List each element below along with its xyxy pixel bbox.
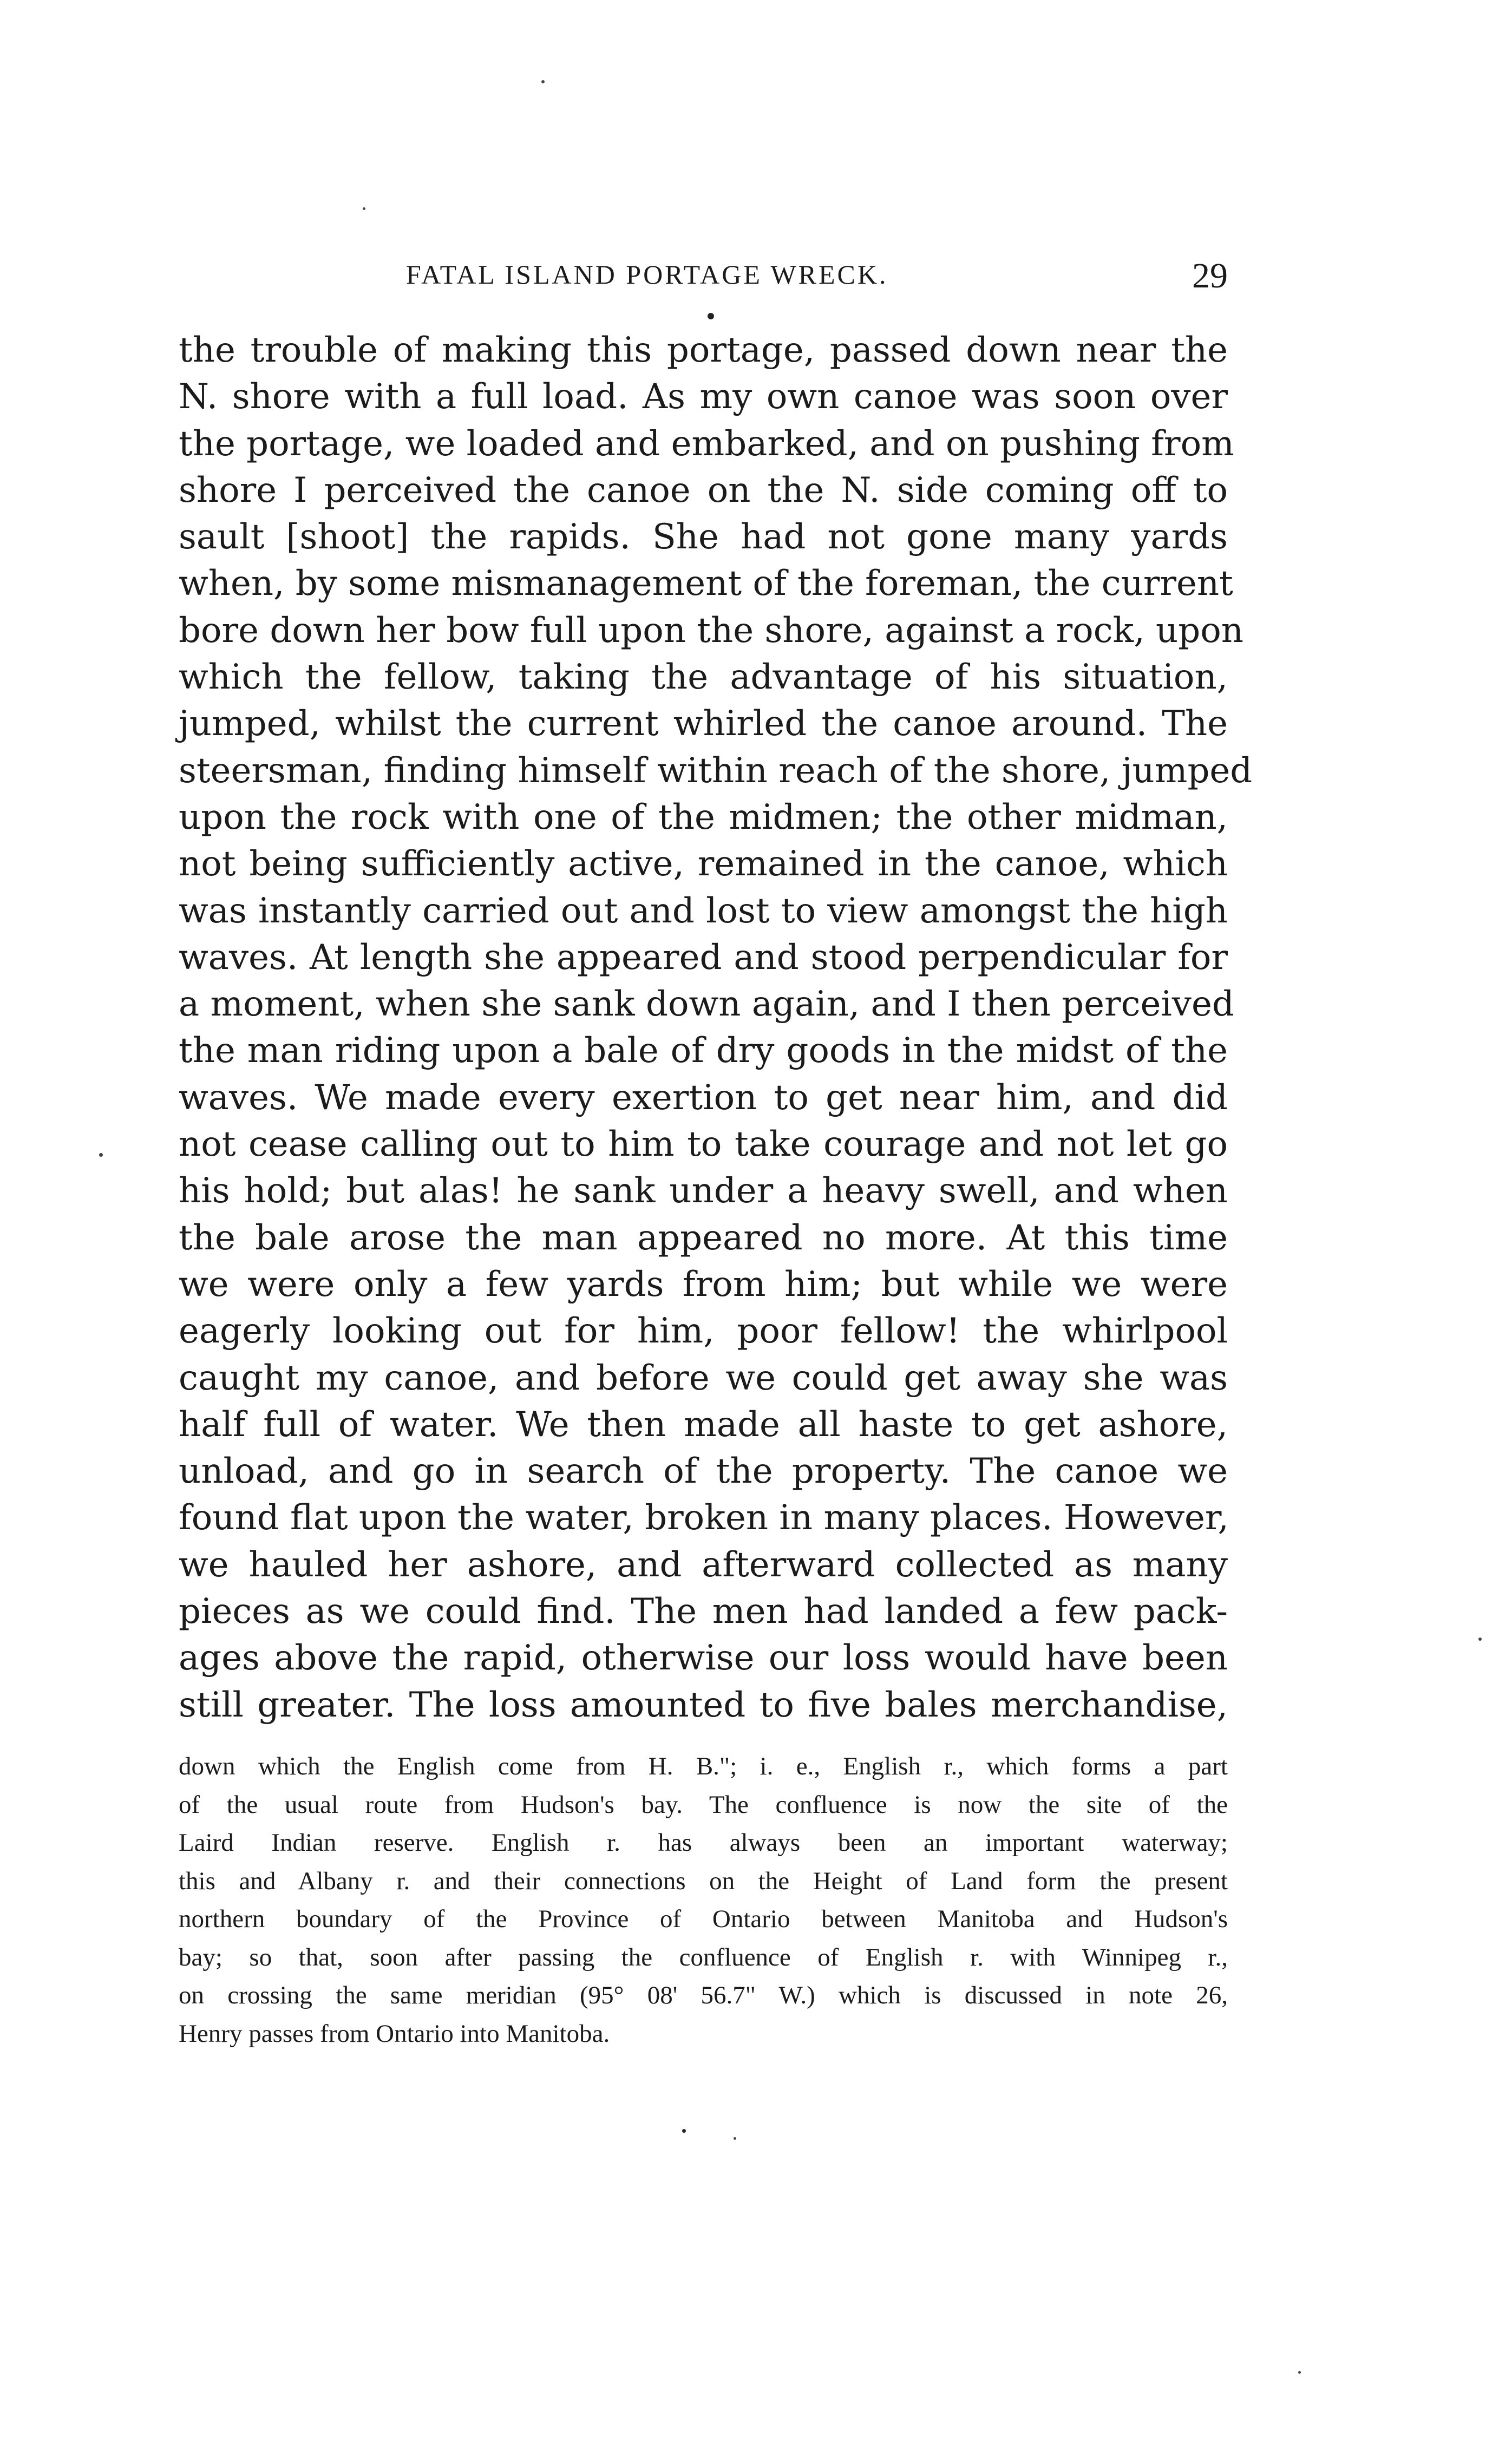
- body-line: a moment, when she sank down again, and I then perceived: [179, 984, 1234, 1025]
- body-line: waves. At length she appeared and stood perpendicular for: [179, 937, 1228, 978]
- body-line: which the fellow, taking the advantage of his situation,: [179, 657, 1228, 698]
- page-number: 29: [1192, 256, 1228, 296]
- scan-speck: [682, 2129, 686, 2133]
- body-line: ages above the rapid, otherwise our loss would have been: [179, 1638, 1228, 1679]
- footnote-line: this and Albany r. and their connections on the Height of Land form the present: [179, 1866, 1228, 1895]
- body-line: not being sufficiently active, remained in the canoe, which: [179, 844, 1228, 885]
- body-line: shore I perceived the canoe on the N. side coming off to: [179, 470, 1228, 510]
- footnote-line: northern boundary of the Province of Ontario between Manitoba and Hudson's: [179, 1905, 1228, 1933]
- running-header-title: FATAL ISLAND PORTAGE WRECK.: [406, 259, 888, 290]
- body-paragraph: [179, 327, 1253, 1728]
- body-line: we were only a few yards from him; but while we were: [179, 1264, 1228, 1305]
- body-line: waves. We made every exertion to get near him, and did: [179, 1077, 1228, 1118]
- body-line: eagerly looking out for him, poor fellow! the whirlpool: [179, 1311, 1228, 1352]
- scan-speck: [1478, 1637, 1482, 1641]
- footnote-line: on crossing the same meridian (95° 08' 56.7" W.) which is discussed in note 26,: [179, 1981, 1228, 2009]
- body-line: found flat upon the water, broken in many places. However,: [179, 1498, 1229, 1538]
- body-line: upon the rock with one of the midmen; the other midman,: [179, 797, 1228, 837]
- body-line: pieces as we could find. The men had landed a few pack-: [179, 1591, 1228, 1632]
- body-line: we hauled her ashore, and afterward collected as many: [179, 1544, 1228, 1585]
- footnote-line: down which the English come from H. B."; i. e., English r., which forms a part: [179, 1752, 1228, 1780]
- scan-speck: [708, 313, 714, 319]
- scan-speck: [541, 80, 545, 83]
- scan-speck: [99, 1153, 103, 1157]
- body-line: when, by some mismanagement of the foreman, the current: [179, 564, 1233, 604]
- body-line: the man riding upon a bale of dry goods in the midst of the: [179, 1031, 1228, 1071]
- body-line: still greater. The loss amounted to five bales merchandise,: [179, 1685, 1228, 1725]
- footnote-line: Laird Indian reserve. English r. has always been an important waterway;: [179, 1829, 1228, 1857]
- footnote-line: bay; so that, soon after passing the confluence of English r. with Winnipeg r.,: [179, 1943, 1228, 1971]
- body-line: N. shore with a full load. As my own canoe was soon over: [179, 377, 1228, 417]
- body-line: caught my canoe, and before we could get away she was: [179, 1358, 1228, 1398]
- scan-speck: [1298, 2371, 1301, 2374]
- body-line: jumped, whilst the current whirled the canoe around. The: [179, 704, 1228, 744]
- body-line: not cease calling out to him to take courage and not let go: [179, 1124, 1228, 1165]
- body-line: the portage, we loaded and embarked, and on pushing from: [179, 423, 1234, 464]
- body-line: the trouble of making this portage, passed down near the: [179, 330, 1228, 370]
- body-line: bore down her bow full upon the shore, against a rock, upon: [179, 610, 1243, 651]
- body-line: sault [shoot] the rapids. She had not gone many yards: [179, 517, 1228, 558]
- body-line: the bale arose the man appeared no more. At this time: [179, 1217, 1228, 1258]
- body-line: half full of water. We then made all haste to get ashore,: [179, 1404, 1228, 1445]
- footnote: [179, 1747, 1228, 2053]
- body-line: was instantly carried out and lost to view amongst the high: [179, 890, 1228, 931]
- body-line: his hold; but alas! he sank under a heavy swell, and when: [179, 1171, 1228, 1211]
- body-line: steersman, finding himself within reach of the shore, jumped: [179, 750, 1253, 791]
- footnote-line: Henry passes from Ontario into Manitoba.: [179, 2019, 610, 2048]
- footnote-line: of the usual route from Hudson's bay. The confluence is now the site of the: [179, 1790, 1228, 1819]
- scan-speck: [363, 207, 365, 210]
- running-header: [179, 256, 1228, 302]
- body-line: unload, and go in search of the property. The canoe we: [179, 1451, 1228, 1492]
- scan-speck: [734, 2137, 736, 2140]
